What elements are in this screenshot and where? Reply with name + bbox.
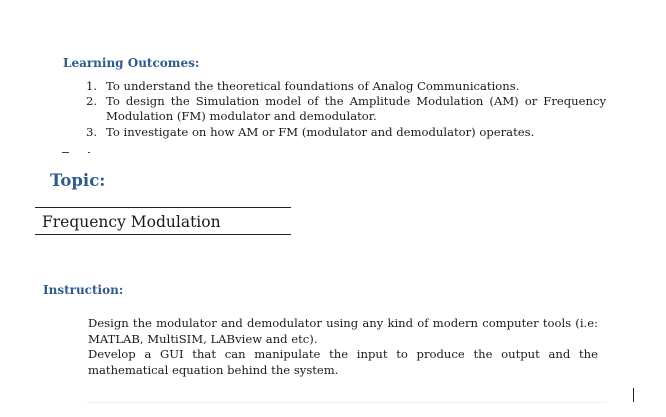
stray-dot-mark	[88, 152, 90, 153]
list-item-text: To design the Simulation model of the Amplitude Modulation (AM) or Frequency Modulation (FM) modulator and demodulator.	[106, 94, 606, 124]
list-item	[86, 94, 606, 124]
text-cursor	[633, 388, 634, 402]
list-item	[86, 125, 606, 140]
learning-outcomes-heading: Learning Outcomes:	[63, 56, 200, 70]
list-item	[86, 79, 606, 94]
list-item-text: To investigate on how AM or FM (modulator and demodulator) operates.	[106, 124, 535, 139]
instruction-paragraph: Develop a GUI that can manipulate the input to produce the output and the mathematical equation behind the system.	[88, 347, 598, 377]
list-item-number: 1.	[86, 79, 98, 93]
topic-value: Frequency Modulation	[42, 213, 221, 231]
instruction-heading: Instruction:	[43, 283, 124, 297]
list-item-text: To understand the theoretical foundations of Analog Communications.	[106, 79, 520, 93]
learning-outcomes-list	[86, 79, 606, 140]
stray-dash-mark	[62, 152, 69, 153]
divider	[86, 402, 606, 403]
instruction-paragraph: Design the modulator and demodulator using any kind of modern computer tools (i.e: MATLAB, MultiSIM, LABview and etc).	[88, 316, 598, 346]
list-item-number: 2.	[86, 94, 98, 109]
topic-heading: Topic:	[50, 171, 106, 190]
instruction-body	[88, 316, 598, 378]
list-item-number: 3.	[86, 124, 98, 139]
